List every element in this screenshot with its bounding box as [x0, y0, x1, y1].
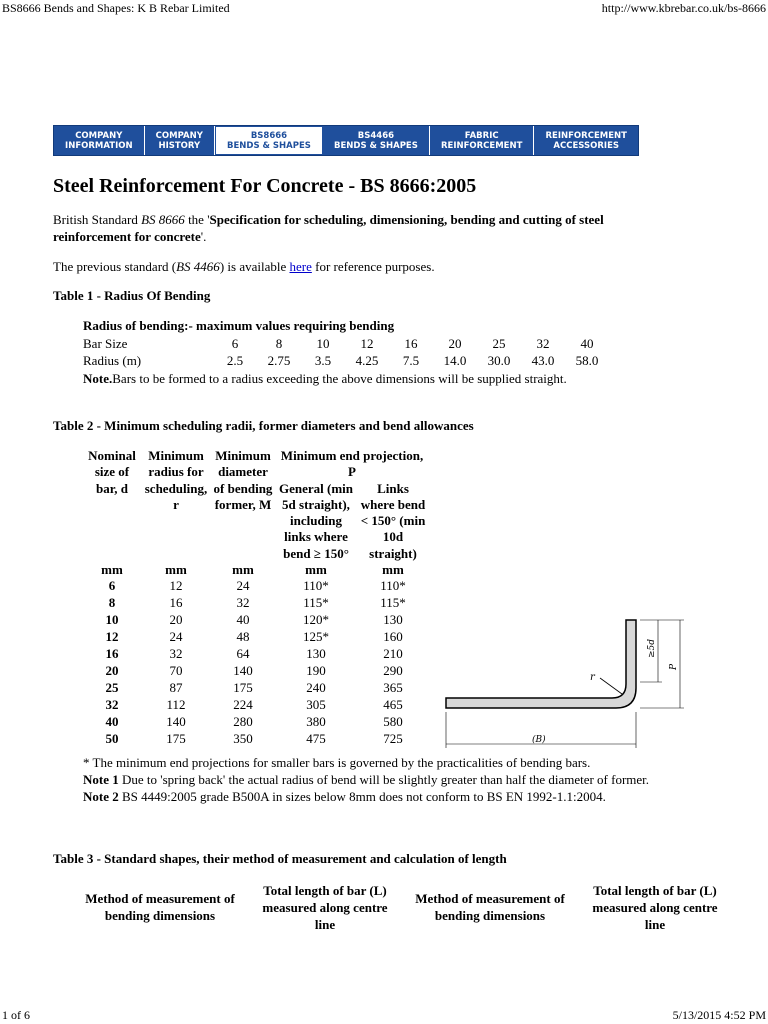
table-row: 50 175 350 475 725	[105, 730, 403, 746]
table-row: 40 140 280 380 580	[105, 713, 403, 729]
nav-bs8666[interactable]: BS8666 BENDS & SHAPES	[215, 126, 323, 155]
t2-header-general: General (min 5d straight), including links where bend ≥ 150°	[278, 480, 353, 561]
table-row: 25 87 175 240 365	[105, 679, 403, 695]
previous-standard-paragraph: The previous standard (BS 4466) is available here for reference purposes.	[53, 259, 435, 274]
nav-reinforcement-accessories[interactable]: REINFORCEMENT ACCESSORIES	[545, 130, 627, 151]
label-b: (B)	[532, 735, 546, 745]
t2-unit: mm	[305, 562, 327, 578]
note1: Note 1 Due to 'spring back' the actual radius of bend will be slightly greater than half the diameter of former.	[83, 772, 650, 787]
table-row: 10 20 40 120* 130	[105, 612, 403, 628]
here-link[interactable]: here	[289, 259, 312, 274]
t2-header-links: Links where bend < 150° (min 10d straight)	[360, 480, 426, 561]
table1-note: Note. Bars to be formed to a radius exceeding the above dimensions will be supplied straight.	[83, 371, 567, 386]
radius-label: r	[590, 672, 595, 683]
nav-company-information[interactable]: COMPANY INFORMATION	[54, 126, 145, 155]
t2-unit: mm	[165, 562, 187, 578]
t3-col4: Total length of bar (L) measured along centre line	[592, 883, 718, 932]
page-title-header: BS8666 Bends and Shapes: K B Rebar Limited	[2, 1, 230, 15]
table1-row-radius: Radius (m) 2.5 2.75 3.5 4.25 7.5 14.0 30.0 43.0 58.0	[83, 353, 599, 368]
note2: Note 2 BS 4449:2005 grade B500A in sizes below 8mm does not conform to BS EN 1992-1.1:2004.	[83, 789, 606, 804]
bend-diagram	[440, 612, 690, 752]
timestamp: 5/13/2015 4:52 PM	[672, 1008, 766, 1022]
table1-subtitle: Radius of bending:- maximum values requiring bending	[83, 318, 395, 333]
page-url: http://www.kbrebar.co.uk/bs-8666	[601, 1, 766, 15]
table3-title: Table 3 - Standard shapes, their method of measurement and calculation of length	[53, 851, 507, 866]
t2-unit: mm	[232, 562, 254, 578]
main-nav	[53, 125, 639, 156]
footnote: * The minimum end projections for smaller bars is governed by the practicalities of bending bars.	[83, 755, 591, 770]
nav-company-history[interactable]: COMPANY HISTORY	[145, 126, 215, 155]
table-row: 20 70 140 190 290	[105, 662, 403, 678]
print-header	[0, 0, 768, 18]
nav-bs4466[interactable]: BS4466 BENDS & SHAPES	[323, 126, 430, 155]
table1-row-bar-size: Bar Size 6 8 10 12 16 20 25 32 40	[83, 336, 594, 351]
t2-unit: mm	[382, 562, 404, 578]
page-heading: Steel Reinforcement For Concrete - BS 8666:2005	[53, 175, 477, 197]
t2-header-projection: Minimum end projection, P	[280, 448, 424, 480]
table2-title: Table 2 - Minimum scheduling radii, former diameters and bend allowances	[53, 418, 474, 433]
t2-header-size: Nominal size of bar, d	[88, 448, 136, 496]
t2-header-radius: Minimum radius for scheduling, r	[144, 448, 208, 512]
t2-unit: mm	[101, 562, 123, 578]
table-row: 8 16 32 115* 115*	[108, 595, 406, 611]
table2-notes	[83, 754, 673, 805]
radius-arrow	[600, 678, 622, 694]
bent-bar-shape	[446, 620, 636, 708]
page-count: 1 of 6	[2, 1008, 30, 1022]
table-row: 16 32 64 130 210	[105, 646, 403, 661]
nav-fabric-reinforcement[interactable]: FABRIC REINFORCEMENT	[430, 126, 535, 155]
t3-col2: Total length of bar (L) measured along centre line	[262, 883, 388, 932]
t3-col1: Method of measurement of bending dimensions	[85, 891, 235, 923]
table-row: 32 112 224 305 465	[105, 696, 403, 712]
intro-paragraph: British Standard BS 8666 the 'Specification for scheduling, dimensioning, bending and cutting of steel reinforcement for concrete'.	[53, 212, 604, 244]
t2-header-former: Minimum diameter of bending former, M	[213, 448, 273, 512]
print-footer	[0, 1006, 768, 1024]
table2	[83, 448, 429, 747]
label-5d: ≥5d	[647, 638, 657, 658]
t3-col3: Method of measurement of bending dimensions	[415, 891, 565, 923]
table-row: 12 24 48 125* 160	[105, 629, 403, 645]
table-row: 6 12 24 110* 110*	[108, 578, 406, 594]
table1-title: Table 1 - Radius Of Bending	[53, 288, 211, 303]
label-p: P	[669, 663, 679, 670]
